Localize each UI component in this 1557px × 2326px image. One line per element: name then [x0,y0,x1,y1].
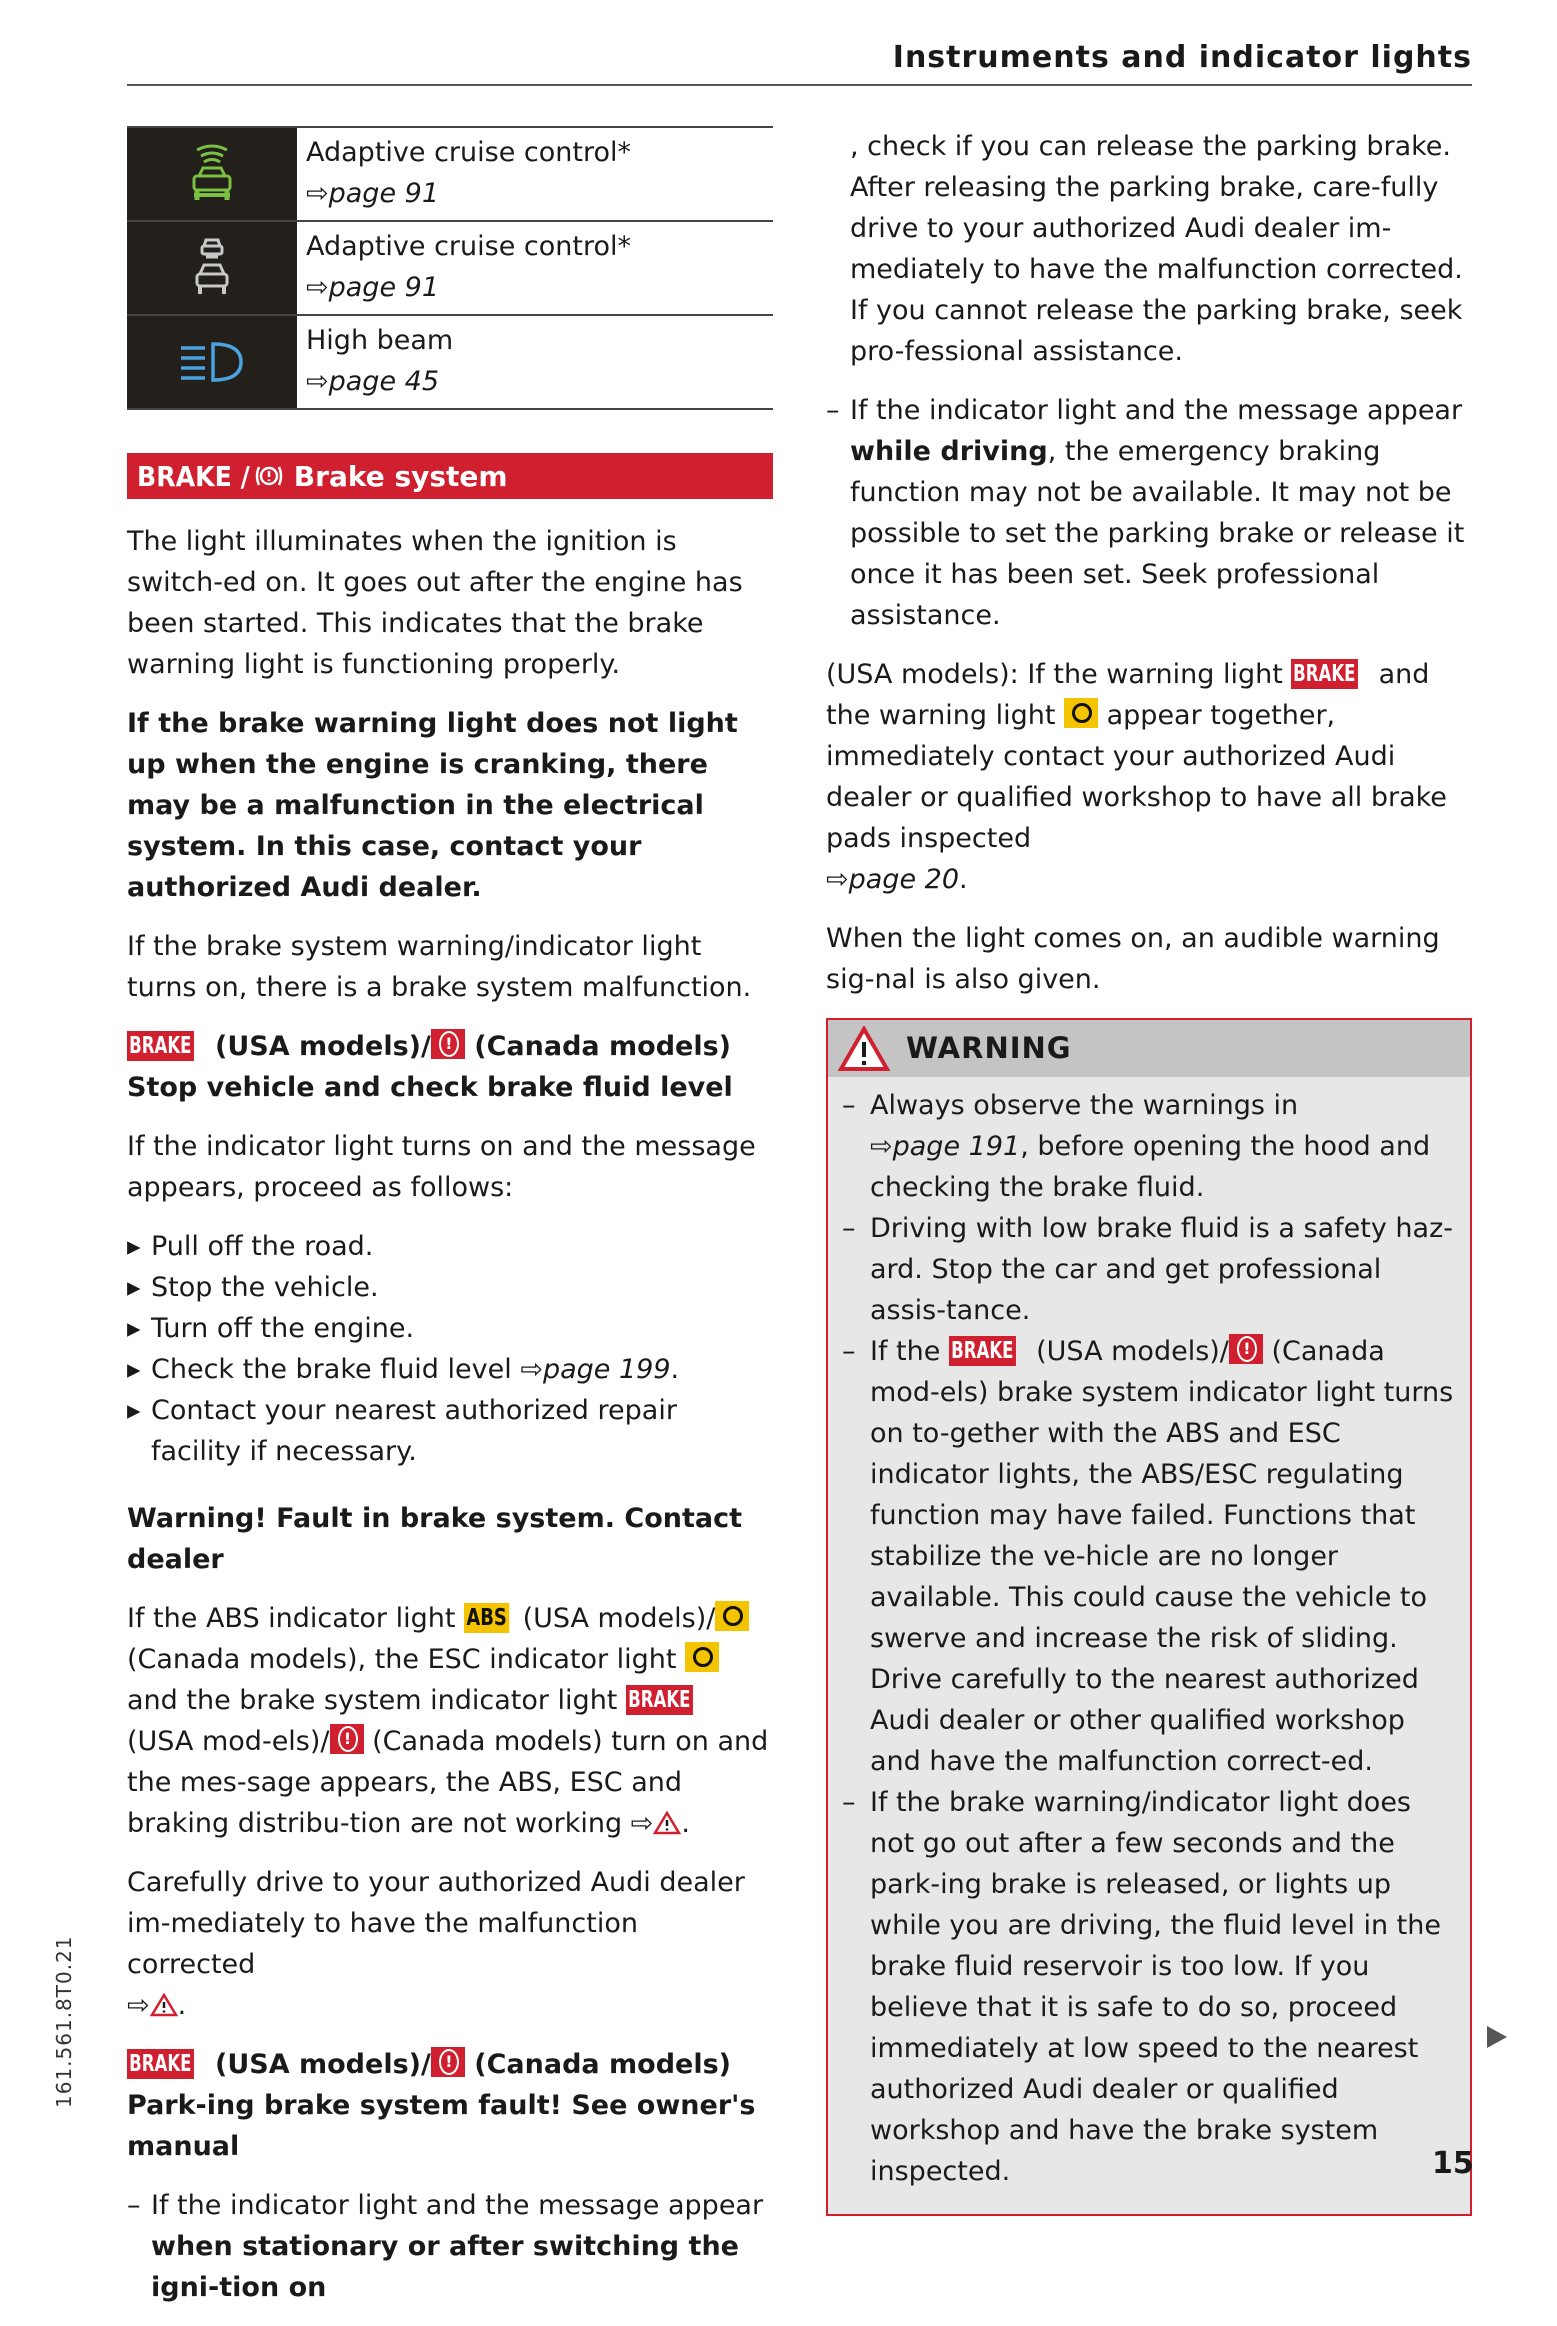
parking-list-start [127,2185,773,2308]
page-link[interactable]: ⇨page 45 [306,366,439,397]
indicator-label: High beam [306,325,454,356]
list-item: ▸ Turn off the engine. [127,1308,773,1349]
list-item: – Driving with low brake fluid is a safety haz-ard. Stop the car and get professional assis-tance. [842,1208,1460,1331]
section-title: Brake system [293,459,508,493]
list-item: – If the indicator light and the message appear while driving, the emergency braking function may not be available. It may not be possible to set the parking brake or release it once it has been set. Seek professional assistance. [826,390,1472,636]
high-beam-icon [127,316,297,408]
indicator-cell [297,316,453,408]
brake-badge-icon: BRAKE [1291,659,1358,689]
subheading-fault: Warning! Fault in brake system. Contact dealer [127,1503,743,1575]
indicator-label: Adaptive cruise control* [306,231,631,262]
subheading-check-fluid: BRAKE (USA models)/! (Canada models) Stop vehicle and check brake fluid level [127,1026,773,1108]
list-item: – Always observe the warnings in ⇨page 191, before opening the hood and checking the brake fluid. [842,1085,1460,1208]
page-link[interactable]: ⇨page 191 [870,1131,1021,1162]
page-number: 15 [1432,2146,1474,2181]
drive-paragraph: Carefully drive to your authorized Audi dealer im-mediately to have the malfunction corrected ⇨ . [127,1867,745,2021]
brake-badge-icon: BRAKE [127,1031,194,1061]
document-code: 161.561.8T0.21 [52,1935,76,2108]
indicator-table [127,126,773,410]
brake-circle-icon [431,1029,465,1059]
subheading-parking-brake: BRAKE (USA models)/! (Canada models) Park-ing brake system fault! See owner's manual [127,2044,773,2167]
page-header [127,38,1472,86]
warning-header [828,1020,1470,1077]
right-column [826,126,1472,2216]
steps-list [127,1226,773,1472]
brake-badge-icon: BRAKE [127,2049,194,2079]
list-item: ▸ Contact your nearest authorized repair facility if necessary. [127,1390,773,1472]
page-link[interactable]: ⇨page 91 [306,178,439,209]
list-item: ▸ Stop the vehicle. [127,1267,773,1308]
adaptive-cruise-control-icon [127,128,297,220]
header-title: Instruments and indicator lights [892,40,1472,75]
warning-box [826,1018,1472,2216]
warning-triangle-icon [150,1993,178,2017]
page-link[interactable]: ⇨page 91 [306,272,439,303]
list-item: ▸ Check the brake fluid level ⇨page 199. [127,1349,773,1390]
list-item: – If the indicator light and the message appear when stationary or after switching the igni-tion on [127,2185,773,2308]
warning-title: WARNING [906,1031,1072,1065]
page-link[interactable]: ⇨page 20 [826,864,959,895]
brake-pad-icon [1064,698,1098,728]
indicator-row [127,316,773,410]
proceed-paragraph: If the indicator light turns on and the message appears, proceed as follows: [127,1131,756,1203]
left-column [127,126,773,2326]
list-item: – If the BRAKE (USA models)/! (Canada mod-els) brake system indicator light turns on to-gether with the ABS and ESC indicator lights, the ABS/ESC regulating function may have failed. Functions that stabilize the ve-hicle are no longer available. This could cause the vehicle to swerve and increase the risk of sliding. Drive carefully to the nearest authorized Audi dealer or other qualified workshop and have the malfunction correct-ed. [842,1331,1460,1782]
brake-circle-icon [1229,1334,1263,1364]
section-title-bar [127,453,773,499]
audible-paragraph: When the light comes on, an audible warning sig-nal is also given. [826,923,1440,995]
brake-badge-icon: BRAKE [949,1336,1016,1366]
abs-paragraph: If the ABS indicator light ABS (USA models)/ (Canada models), the ESC indicator light and the brake system indicator light BRAKE (USA mod-els)/! (Canada models) turn on and the mes-sage appears, the ABS, ESC and braking distribu-tion are not working ⇨ . [127,1598,773,1844]
list-item: – If the brake warning/indicator light does not go out after a few seconds and the park-ing brake is released, or lights up while you are driving, the fluid level in the brake fluid reservoir is too low. If you believe that it is safe to do so, proceed immediately at low speed to the nearest authorized Audi dealer or qualified workshop and have the brake system inspected. [842,1782,1460,2192]
indicator-cell [297,222,631,314]
warning-triangle-icon [653,1811,681,1835]
brake-label: BRAKE / [137,459,250,493]
indicator-cell [297,128,631,220]
intro-paragraph: The light illuminates when the ignition is switch-ed on. It goes out after the engine has been started. This indicates that the brake warning light is functioning properly. [127,526,743,680]
indicator-row [127,222,773,316]
brake-badge-icon: BRAKE [626,1685,693,1715]
warning-triangle-icon [838,1026,890,1072]
adaptive-cruise-control-vehicle-icon [127,222,297,314]
indicator-label: Adaptive cruise control* [306,137,631,168]
brake-circle-icon [431,2047,465,2077]
brake-circle-icon [330,1724,364,1754]
malfunction-paragraph: If the brake system warning/indicator light turns on, there is a brake system malfunction. [127,931,752,1003]
parking-list-end [826,390,1472,636]
parking-list-continued: , check if you can release the parking brake. After releasing the parking brake, care-fully drive to your authorized Audi dealer im-mediately to have the malfunction corrected. If you cannot release the parking brake, seek pro-fessional assistance. [850,131,1463,367]
warning-list [842,1085,1460,2192]
abs-circle-icon [715,1601,749,1631]
abs-badge-icon: ABS [464,1603,509,1633]
page-link[interactable]: ⇨page 199 [520,1354,671,1385]
indicator-row [127,128,773,222]
brake-circle-icon [254,463,284,489]
esc-icon [685,1642,719,1672]
usa-paragraph: (USA models): If the warning light BRAKE and the warning light appear together, immediately contact your authorized Audi dealer or qualified workshop to have all brake pads inspected ⇨page 20. [826,659,1447,895]
warning-body [828,1077,1470,2214]
list-item: ▸ Pull off the road. [127,1226,773,1267]
next-page-arrow-icon [1487,2026,1507,2048]
bold-note: If the brake warning light does not light up when the engine is cranking, there may be a malfunction in the electrical system. In this case, contact your authorized Audi dealer. [127,708,738,903]
